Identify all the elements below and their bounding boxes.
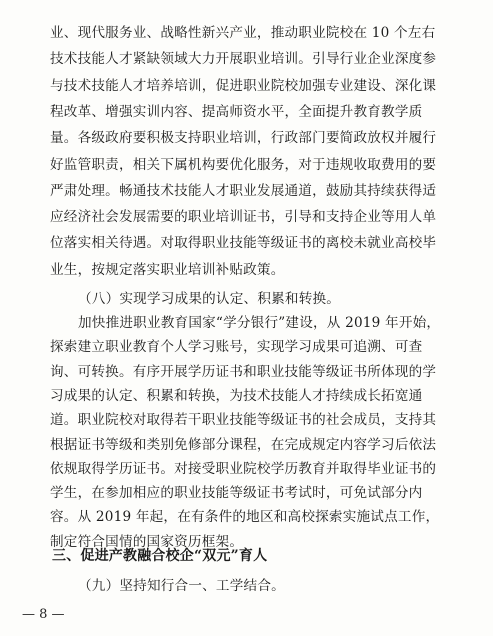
text-line: 业生，按规定落实职业培训补贴政策。 <box>50 261 285 278</box>
section-heading-3: 三、促进产教融合校企“双元”育人 <box>52 548 268 564</box>
text-line: 习成果的认定、积累和转换，为技术技能人才持续成长拓宽通 <box>50 387 423 404</box>
text-line: 严肃处理。畅通技术技能人才职业发展通道，鼓励其持续获得适 <box>50 182 437 199</box>
text-line: 询、可转换。有序开展学历证书和职业技能等级证书所体现的学 <box>50 363 437 380</box>
text-line: 业、现代服务业、战略性新兴产业，推动职业院校在 10 个左右 <box>50 25 436 41</box>
text-line: 探索建立职业教育个人学习账号，实现学习成果可追溯、可查 <box>50 339 423 356</box>
text-line: 技术技能人才紧缺领域大力开展职业培训。引导行业企业深度参 <box>50 51 437 68</box>
text-line: 加快推进职业教育国家“学分银行”建设，从 2019 年开始， <box>78 315 441 331</box>
text-line: 程改革、增强实训内容、提高师资水平，全面提升教育教学质 <box>50 103 423 120</box>
text-line: 学生，在参加相应的职业技能等级证书考试时，可免试部分内 <box>50 485 423 502</box>
text-line: 依规取得学历证书。对接受职业院校学历教育并取得毕业证书的 <box>50 460 437 477</box>
page-number: — 8 — <box>22 607 65 622</box>
text-line: 与技术技能人才培养培训，促进职业院校加强专业建设、深化课 <box>50 77 437 94</box>
text-line: 量。各级政府要积极支持职业培训，行政部门要简政放权并履行 <box>50 130 437 147</box>
text-line: 道。职业院校对取得若干职业技能等级证书的社会成员，支持其 <box>50 412 437 429</box>
text-line: 好监管职责，相关下属机构要优化服务，对于违规收取费用的要 <box>50 156 437 173</box>
subheading-8: （八）实现学习成果的认定、积累和转换。 <box>78 291 341 307</box>
text-line: 根据证书等级和类别免修部分课程，在完成规定内容学习后依法 <box>50 436 437 453</box>
text-line: 位落实相关待遇。对取得职业技能等级证书的离校未就业高校毕 <box>50 235 437 252</box>
subheading-9: （九）坚持知行合一、工学结合。 <box>78 578 285 594</box>
text-line: 容。从 2019 年起，在有条件的地区和高校探索实施试点工作， <box>50 509 440 526</box>
text-line: 制定符合国情的国家资历框架。 <box>50 533 244 550</box>
text-line: 应经济社会发展需要的职业培训证书，引导和支持企业等用人单 <box>50 209 437 226</box>
